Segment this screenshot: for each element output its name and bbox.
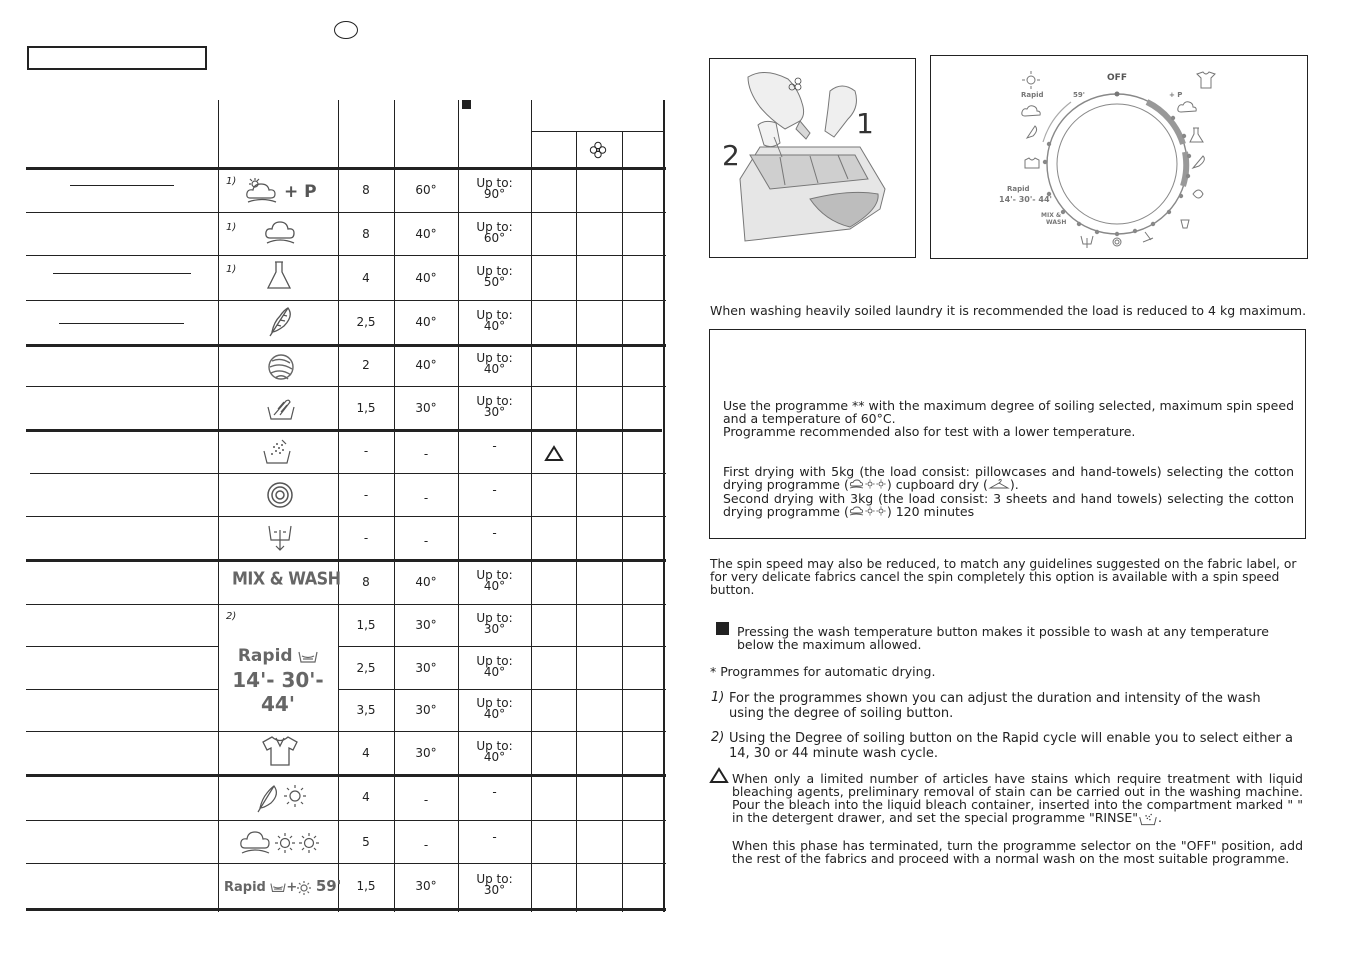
box-paragraph-1: Use the programme ** with the maximum degree of soiling selected, maximum spin speed and a temperature of 60°C. bbox=[723, 398, 1294, 426]
temp-cell: - bbox=[423, 491, 429, 505]
temp-cell: 60° bbox=[415, 183, 437, 197]
cotton-dry-icon bbox=[238, 828, 322, 858]
max-temp-line1: - bbox=[492, 785, 497, 799]
max-temp-line1: - bbox=[492, 483, 497, 497]
load-cell: - bbox=[363, 488, 369, 502]
mix-wash-label: MIX & WASH bbox=[232, 568, 341, 589]
rapid-label-group bbox=[222, 646, 334, 716]
temp-cell: 40° bbox=[415, 271, 437, 285]
bleach-text-b: . bbox=[1158, 810, 1163, 825]
max-temp-cell bbox=[458, 222, 531, 244]
cotton-stain-icon bbox=[244, 178, 282, 204]
note-ref: 1) bbox=[226, 176, 237, 187]
feather-icon bbox=[266, 304, 294, 338]
dial-plus-p: + P bbox=[1169, 91, 1183, 99]
max-temp-cell bbox=[458, 353, 531, 375]
max-temp-line1: Up to: bbox=[476, 220, 513, 234]
box-paragraph-2: Programme recommended also for test with a lower temperature. bbox=[723, 424, 1136, 439]
temp-cell: 30° bbox=[415, 746, 437, 760]
step-1-label: 1 bbox=[856, 107, 874, 140]
note-2-number: 2) bbox=[711, 730, 725, 745]
dial-rapid-59: 59' bbox=[1073, 91, 1085, 99]
rapid-59-group: Rapid + 59' bbox=[224, 877, 342, 895]
load-cell: 1,5 bbox=[356, 879, 376, 893]
drain-icon bbox=[266, 522, 294, 552]
note-ref: 1) bbox=[226, 264, 237, 275]
load-cell: 2 bbox=[362, 358, 370, 372]
bleach-followup-note: When this phase has terminated, turn the programme selector on the "OFF" position, add the rest of the fabrics and proceed with a normal wash on the most suitable programme. bbox=[732, 838, 1303, 866]
max-temp-line1: Up to: bbox=[476, 264, 513, 278]
rapid-label: Rapid bbox=[237, 646, 293, 666]
load-cell: 5 bbox=[362, 835, 370, 849]
max-temp-line1: - bbox=[492, 830, 497, 844]
max-temp-line2: 40° bbox=[483, 707, 506, 721]
load-cell: 3,5 bbox=[356, 703, 376, 717]
max-temp-line1: Up to: bbox=[476, 611, 513, 625]
load-cell: 4 bbox=[362, 746, 370, 760]
max-temp-line1: Up to: bbox=[476, 394, 513, 408]
title-box bbox=[27, 46, 207, 70]
dial-mix-line1: MIX & bbox=[1041, 212, 1062, 219]
max-temp-line2: 90° bbox=[483, 187, 506, 201]
load-cell: 8 bbox=[362, 183, 370, 197]
max-temp-line2: 40° bbox=[483, 319, 506, 333]
max-temp-line1: Up to: bbox=[476, 568, 513, 582]
max-temp-line1: Up to: bbox=[476, 176, 513, 190]
load-cell: - bbox=[363, 531, 369, 545]
step-2-label: 2 bbox=[722, 139, 740, 172]
max-temp-cell bbox=[458, 741, 531, 763]
note-ref: 2) bbox=[226, 611, 237, 622]
cotton-dry-small-icon bbox=[849, 478, 887, 489]
max-temp-line1: Up to: bbox=[476, 739, 513, 753]
max-temp-line1: Up to: bbox=[476, 654, 513, 668]
max-temp-line2: 30° bbox=[483, 405, 506, 419]
tub-icon bbox=[298, 650, 318, 664]
dial-mix-line2: WASH bbox=[1046, 219, 1067, 226]
note-ref: 1) bbox=[226, 222, 237, 233]
hanger-icon bbox=[988, 478, 1010, 489]
col-line bbox=[218, 100, 219, 912]
box-p3-c: ). bbox=[1009, 477, 1019, 492]
auto-dry-note: * Programmes for automatic drying. bbox=[710, 664, 936, 679]
max-temp-cell bbox=[458, 310, 531, 332]
max-temp-cell bbox=[458, 787, 531, 798]
max-temp-line2: 30° bbox=[483, 622, 506, 636]
spin-icon bbox=[265, 480, 295, 510]
max-temp-line1: Up to: bbox=[476, 872, 513, 886]
programme-table bbox=[26, 100, 666, 912]
max-temp-cell bbox=[458, 396, 531, 418]
max-temp-cell bbox=[458, 266, 531, 288]
load-cell: 4 bbox=[362, 271, 370, 285]
synthetics-icon bbox=[266, 260, 292, 292]
plus-p-label: + P bbox=[284, 182, 317, 202]
load-cell: 8 bbox=[362, 575, 370, 589]
temp-button-note: Pressing the wash temperature button makes it possible to wash at any temperature below the maximum allowed. bbox=[737, 624, 1269, 652]
dial-off-label: OFF bbox=[1107, 73, 1127, 83]
load-cell: 2,5 bbox=[356, 661, 376, 675]
rapid-59-time: 59' bbox=[315, 877, 342, 895]
rinse-small-icon bbox=[1138, 812, 1158, 826]
max-temp-cell bbox=[458, 441, 531, 452]
delicates-dry-icon bbox=[254, 780, 306, 814]
temp-square-icon bbox=[716, 622, 729, 635]
dial-rapid-small: Rapid bbox=[1021, 91, 1044, 99]
max-temp-line2: 40° bbox=[483, 750, 506, 764]
max-temp-line2: 40° bbox=[483, 579, 506, 593]
dial-rapid-times: 14'- 30'- 44' bbox=[999, 195, 1052, 204]
box-p3-a: First drying with 5kg (the load consist: pillowcases and hand-towels) selecting the cotton drying programme ( bbox=[723, 464, 1294, 492]
max-temp-line1: Up to: bbox=[476, 308, 513, 322]
box-paragraph-4 bbox=[723, 492, 1294, 518]
max-temp-line2: 40° bbox=[483, 362, 506, 376]
load-cell: 1,5 bbox=[356, 618, 376, 632]
max-temp-line2: 30° bbox=[483, 883, 506, 897]
col-line bbox=[531, 100, 532, 912]
note-2-text: Using the Degree of soiling button on the Rapid cycle will enable you to select either a 14, 30 or 44 minute wash cycle. bbox=[729, 731, 1293, 761]
temp-cell: 30° bbox=[415, 401, 437, 415]
temp-cell: - bbox=[423, 447, 429, 461]
note-1-text: For the programmes shown you can adjust the duration and intensity of the wash using the degree of soiling button. bbox=[729, 691, 1261, 721]
temp-cell: 30° bbox=[415, 661, 437, 675]
max-temp-cell bbox=[458, 528, 531, 539]
load-cell: 1,5 bbox=[356, 401, 376, 415]
max-temp-line1: - bbox=[492, 526, 497, 540]
dial-rapid-label: Rapid bbox=[1007, 185, 1030, 193]
cotton-dry-small-icon bbox=[849, 505, 887, 516]
max-temp-cell bbox=[458, 570, 531, 592]
note-1-number: 1) bbox=[711, 690, 725, 705]
temp-cell: 40° bbox=[415, 227, 437, 241]
rapid-59-label: Rapid bbox=[224, 880, 266, 895]
warning-triangle-icon bbox=[709, 767, 729, 784]
load-cell: 8 bbox=[362, 227, 370, 241]
max-temp-line2: 40° bbox=[483, 665, 506, 679]
box-p4-a: Second drying with 3kg (the load consist: 3 sheets and hand towels) selecting the cotton drying programme ( bbox=[723, 491, 1294, 519]
detergent-drawer-figure bbox=[709, 58, 916, 258]
col-line bbox=[576, 132, 577, 912]
programme-dial-figure bbox=[930, 55, 1308, 259]
load-cell: 4 bbox=[362, 790, 370, 804]
cotton-icon bbox=[263, 218, 297, 246]
spin-speed-note: The spin speed may also be reduced, to match any guidelines suggested on the fabric label, or for very delicate fabrics cancel the spin completely this option is available with a spin speed button. bbox=[710, 557, 1297, 597]
heavy-soil-note: When washing heavily soiled laundry it is recommended the load is reduced to 4 kg maximum. bbox=[710, 303, 1307, 318]
box-p4-b: ) 120 minutes bbox=[886, 504, 975, 519]
col-line bbox=[622, 132, 623, 912]
temp-cell: 40° bbox=[415, 575, 437, 589]
flower-icon bbox=[589, 141, 607, 159]
max-temp-line2: 60° bbox=[483, 231, 506, 245]
max-temp-cell bbox=[458, 178, 531, 200]
max-temp-line1: Up to: bbox=[476, 351, 513, 365]
max-temp-cell bbox=[458, 698, 531, 720]
bleach-text-a: When only a limited number of articles have stains which require treatment with liquid bleaching agents, preliminary removal of stain can be carried out in the washing machine. Pour the bleach into the liquid bleach container, inserted into the compartment marked " " in the detergent drawer, and set the special programme "RINSE" bbox=[732, 771, 1303, 825]
hand-wash-icon bbox=[266, 393, 296, 423]
wool-icon bbox=[266, 351, 296, 383]
temp-cell: - bbox=[423, 793, 429, 807]
max-temp-cell bbox=[458, 832, 531, 843]
box-paragraph-3 bbox=[723, 465, 1294, 491]
temp-cell: 30° bbox=[415, 618, 437, 632]
temp-cell: 30° bbox=[415, 703, 437, 717]
max-temp-line2: 50° bbox=[483, 275, 506, 289]
temp-square-icon bbox=[462, 100, 471, 109]
max-temp-cell bbox=[458, 485, 531, 496]
load-cell: - bbox=[363, 444, 369, 458]
temp-cell: - bbox=[423, 838, 429, 852]
bleach-note bbox=[732, 772, 1303, 826]
sun-icon bbox=[297, 881, 311, 895]
max-temp-cell bbox=[458, 613, 531, 635]
language-badge bbox=[334, 21, 358, 39]
max-temp-line1: - bbox=[492, 439, 497, 453]
max-temp-cell bbox=[458, 656, 531, 678]
rapid-times: 14'- 30'- 44' bbox=[232, 668, 324, 716]
max-temp-cell bbox=[458, 874, 531, 896]
warning-triangle-icon bbox=[544, 445, 564, 462]
temp-cell: - bbox=[423, 534, 429, 548]
box-p3-b: ) cupboard dry ( bbox=[886, 477, 988, 492]
load-cell: 2,5 bbox=[356, 315, 376, 329]
tub-icon bbox=[270, 882, 286, 893]
shirt-icon bbox=[260, 734, 300, 768]
header-line bbox=[531, 131, 664, 132]
temp-cell: 40° bbox=[415, 315, 437, 329]
col-line bbox=[394, 100, 395, 912]
col-line bbox=[663, 100, 665, 912]
temp-cell: 30° bbox=[415, 879, 437, 893]
temp-cell: 40° bbox=[415, 358, 437, 372]
rinse-icon bbox=[262, 437, 292, 467]
max-temp-line1: Up to: bbox=[476, 696, 513, 710]
